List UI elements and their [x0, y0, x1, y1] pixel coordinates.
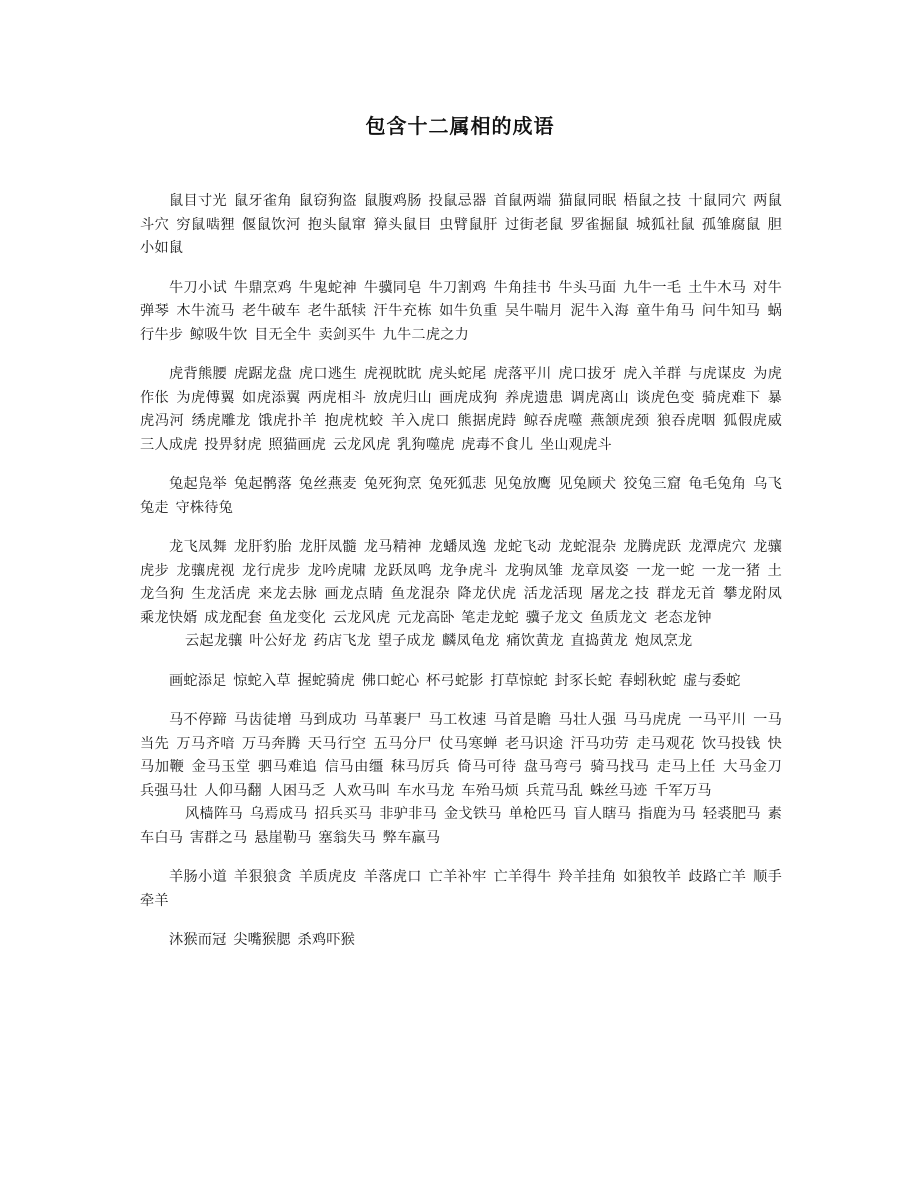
paragraph-dragon-idioms: 龙飞凤舞 龙肝豹胎 龙肝凤髓 龙马精神 龙蟠凤逸 龙蛇飞动 龙蛇混杂 龙腾虎跃 龙潭虎穴 龙骧虎步 龙骧虎视 龙行虎步 龙吟虎啸 龙跃凤鸣 龙争虎斗 龙驹凤雏 龙章凤姿 一龙一蛇 一龙一猪 土龙刍狗 生龙活虎 来龙去脉 画龙点睛 鱼龙混杂 降龙伏虎 活龙活现 屠龙之技 群龙无首 攀龙附凤 乘龙快婿 成龙配套 鱼龙变化 云龙风虎 元龙高卧 笔走龙蛇 骥子龙文 鱼质龙文 老态龙钟	[140, 539, 782, 626]
document-body	[140, 190, 782, 969]
paragraph-rat-idioms: 鼠目寸光 鼠牙雀角 鼠窃狗盗 鼠腹鸡肠 投鼠忌器 首鼠两端 猫鼠同眠 梧鼠之技 十鼠同穴 两鼠斗穴 穷鼠啮狸 偃鼠饮河 抱头鼠窜 獐头鼠目 虫臂鼠肝 过街老鼠 罗雀掘鼠 城狐社鼠 孤雏腐鼠 胆小如鼠	[140, 193, 782, 256]
paragraph-horse-idioms-continued: 风樯阵马 乌焉成马 招兵买马 非驴非马 金戈铁马 单枪匹马 盲人瞎马 指鹿为马 轻裘肥马 素车白马 害群之马 悬崖勒马 塞翁失马 弊车羸马	[140, 806, 782, 846]
paragraph-rabbit-idioms: 兔起凫举 兔起鹘落 兔丝燕麦 兔死狗烹 兔死狐悲 见兔放鹰 见兔顾犬 狡兔三窟 龟毛兔角 乌飞兔走 守株待兔	[140, 476, 782, 516]
paragraph-snake-idioms: 画蛇添足 惊蛇入草 握蛇骑虎 佛口蛇心 杯弓蛇影 打草惊蛇 封豕长蛇 春蚓秋蛇 虚与委蛇	[169, 672, 741, 689]
page-title: 包含十二属相的成语	[365, 114, 555, 138]
paragraph-ox-idioms: 牛刀小试 牛鼎烹鸡 牛鬼蛇神 牛骥同皂 牛刀割鸡 牛角挂书 牛头马面 九牛一毛 土牛木马 对牛弹琴 木牛流马 老牛破车 老牛舐犊 汗牛充栋 如牛负重 吴牛喘月 泥牛入海 童牛角马 问牛知马 蜗行牛步 鲸吸牛饮 目无全牛 卖剑买牛 九牛二虎之力	[140, 279, 782, 343]
paragraph-sheep-idioms: 羊肠小道 羊狠狼贪 羊质虎皮 羊落虎口 亡羊补牢 亡羊得牛 羚羊挂角 如狼牧羊 歧路亡羊 顺手牵羊	[140, 869, 782, 909]
paragraph-horse-idioms: 马不停蹄 马齿徒增 马到成功 马革裹尸 马工枚速 马首是瞻 马壮人强 马马虎虎 一马平川 一马当先 万马齐喑 万马奔腾 天马行空 五马分尸 仗马寒蝉 老马识途 汗马功劳 走马观花 饮马投钱 快马加鞭 金马玉堂 驷马难追 信马由缰 秣马厉兵 倚马可待 盘马弯弓 骑马找马 走马上任 大马金刀 兵强马壮 人仰马翻 人困马乏 人欢马叫 车水马龙 车殆马烦 兵荒马乱 蛛丝马迹 千军万马	[140, 712, 782, 799]
paragraph-tiger-idioms: 虎背熊腰 虎踞龙盘 虎口逃生 虎视眈眈 虎头蛇尾 虎落平川 虎口拔牙 虎入羊群 与虎谋皮 为虎作伥 为虎傅翼 如虎添翼 两虎相斗 放虎归山 画虎成狗 养虎遗患 调虎离山 谈虎色变 骑虎难下 暴虎冯河 绣虎雕龙 饿虎扑羊 抱虎枕蛟 羊入虎口 熊据虎跱 鲸吞虎噬 燕颔虎颈 狼吞虎咽 狐假虎威 三人成虎 投畀豺虎 照猫画虎 云龙风虎 乳狗噬虎 虎毒不食儿 坐山观虎斗	[140, 366, 782, 453]
paragraph-monkey-idioms: 沐猴而冠 尖嘴猴腮 杀鸡吓猴	[169, 932, 356, 948]
paragraph-dragon-idioms-continued: 云起龙骧 叶公好龙 药店飞龙 望子成龙 麟凤龟龙 痛饮黄龙 直捣黄龙 炮凤烹龙	[185, 633, 693, 649]
